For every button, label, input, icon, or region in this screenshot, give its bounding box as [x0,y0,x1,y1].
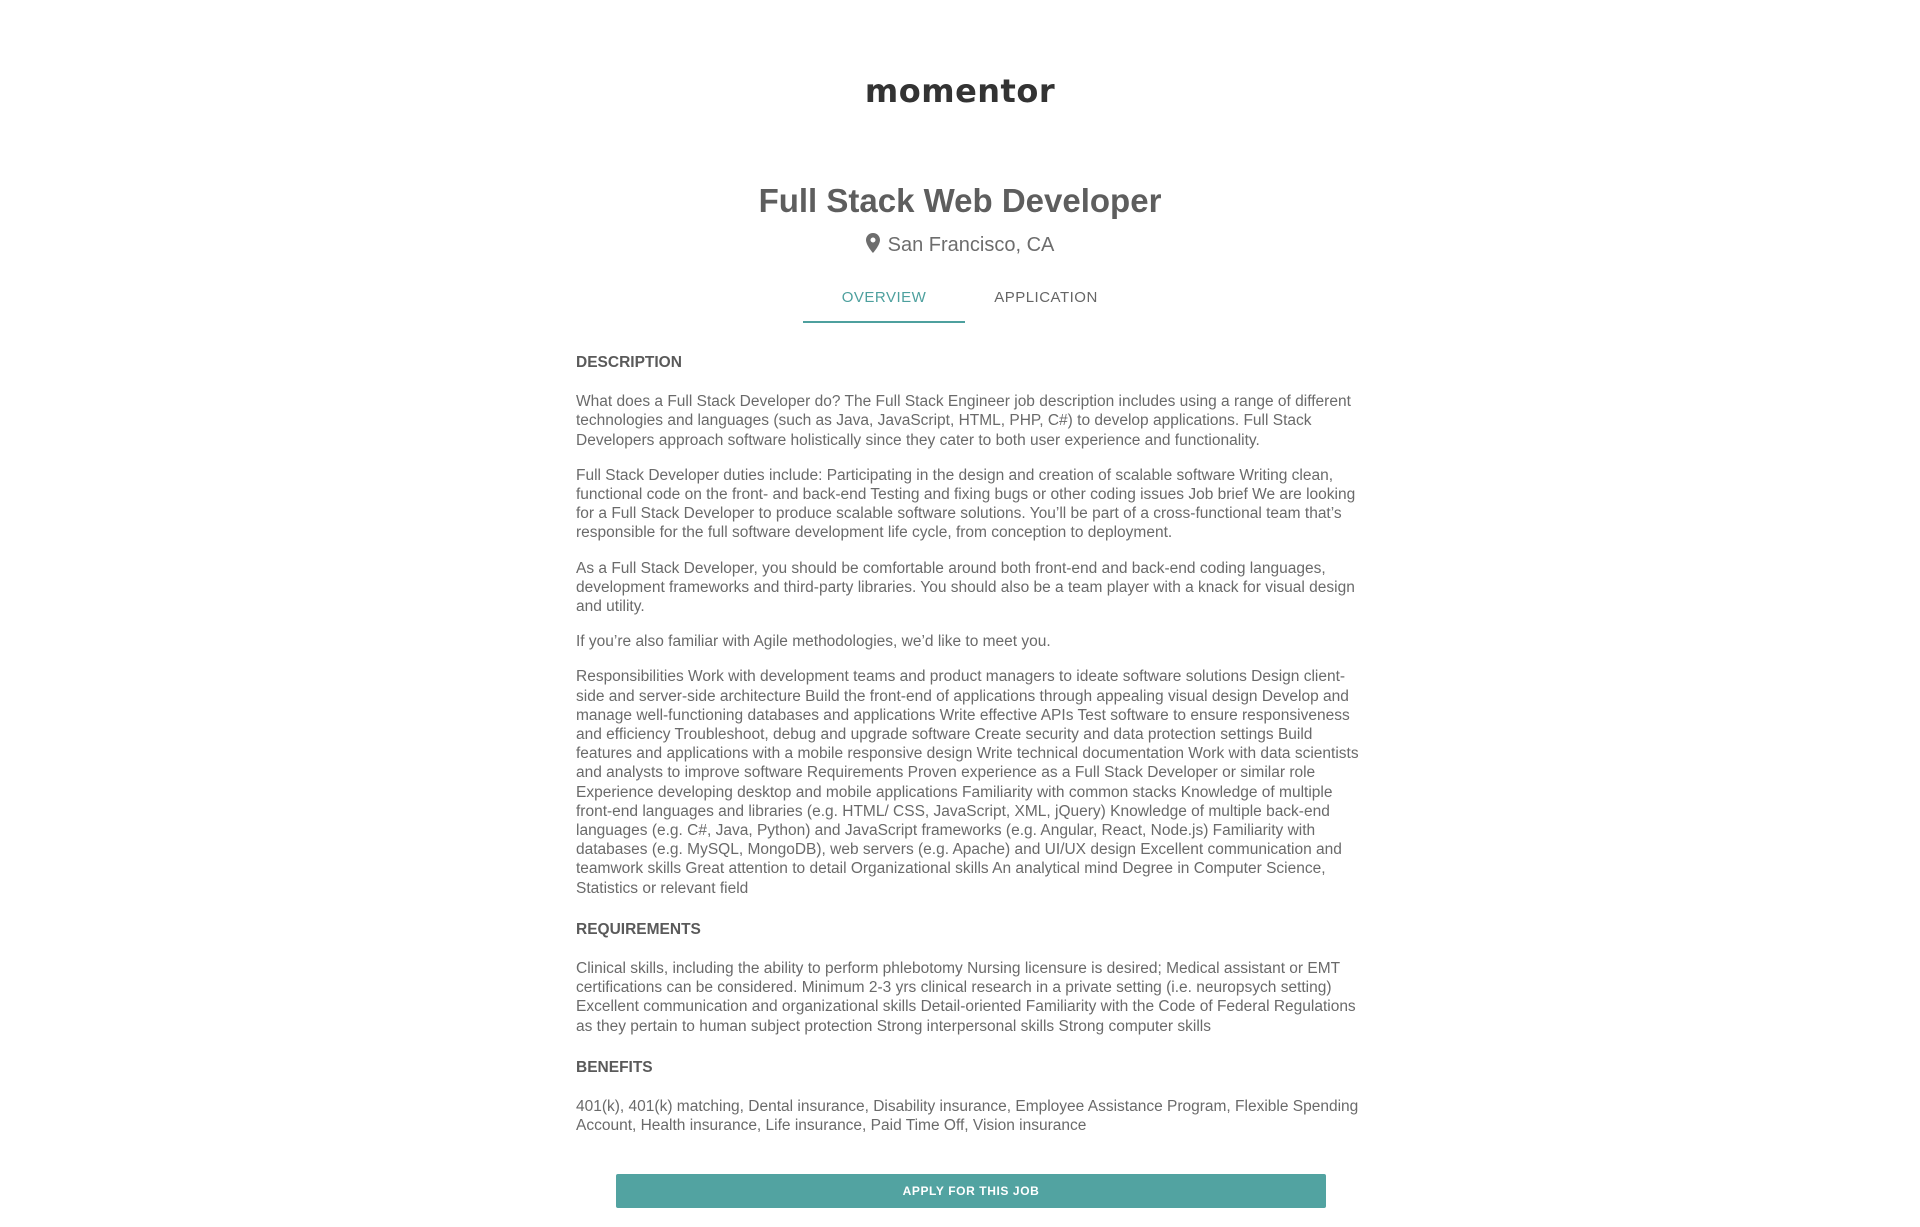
apply-button[interactable]: APPLY FOR THIS JOB [616,1174,1326,1208]
map-pin-icon [866,233,880,253]
job-location [0,233,1920,257]
job-content [576,353,1366,1158]
description-paragraph: Responsibilities Work with development teams and product managers to ideate software solutions Design client-side and server-side architecture Build the front-end of applications through appealing visual design Develop and manage well-functioning databases and applications Write effective APIs Test software to ensure responsiveness and efficiency Troubleshoot, debug and upgrade software Create security and data protection settings Build features and applications with a mobile responsive design Write technical documentation Work with data scientists and analysts to improve software Requirements Proven experience as a Full Stack Developer or similar role Experience developing desktop and mobile applications Familiarity with common stacks Knowledge of multiple front-end languages and libraries (e.g. HTML/ CSS, JavaScript, XML, jQuery) Knowledge of multiple back-end languages (e.g. C#, Java, Python) and JavaScript frameworks (e.g. Angular, React, Node.js) Familiarity with databases (e.g. MySQL, MongoDB), web servers (e.g. Apache) and UI/UX design Excellent communication and teamwork skills Great attention to detail Organizational skills An analytical mind Degree in Computer Science, Statistics or relevant field [576,668,1359,897]
company-logo[interactable]: momentor [864,72,1056,110]
benefits-heading: BENEFITS [576,1058,653,1076]
benefits-section [576,1058,1366,1136]
tab-application[interactable]: APPLICATION [994,289,1098,306]
description-paragraph: What does a Full Stack Developer do? The Full Stack Engineer job description includes using a range of different technologies and languages (such as Java, JavaScript, HTML, PHP, C#) to develop applications. Full Stack Developers approach software holistically since they cater to both user experience and functionality. [576,393,1351,449]
tab-bar [803,282,1127,321]
header [0,72,1920,110]
description-paragraph: If you’re also familiar with Agile methodologies, we’d like to meet you. [576,633,1051,651]
tab-overview[interactable]: OVERVIEW [803,282,965,323]
description-paragraph: Full Stack Developer duties include: Participating in the design and creation of scalable software Writing clean, functional code on the front- and back-end Testing and fixing bugs or other coding issues Job brief We are looking for a Full Stack Developer to produce scalable software solutions. You’ll be part of a cross-functional team that’s responsible for the full software development life cycle, from conception to deployment. [576,466,1356,542]
requirements-paragraph: Clinical skills, including the ability to perform phlebotomy Nursing licensure is desired; Medical assistant or EMT certifications can be considered. Minimum 2-3 yrs clinical research in a private setting (i.e. neuropsych setting) Excellent communication and organizational skills Detail-oriented Familiarity with the Code of Federal Regulations as they pertain to human subject protection Strong interpersonal skills Strong computer skills [576,960,1356,1035]
location-text: San Francisco, CA [887,234,1055,256]
benefits-paragraph: 401(k), 401(k) matching, Dental insurance, Disability insurance, Employee Assistance Program, Flexible Spending Account, Health insurance, Life insurance, Paid Time Off, Vision insurance [576,1098,1359,1135]
requirements-section [576,920,1366,1036]
job-title: Full Stack Web Developer [758,182,1162,219]
requirements-heading: REQUIREMENTS [576,920,701,938]
description-paragraph: As a Full Stack Developer, you should be comfortable around both front-end and back-end coding languages, development frameworks and third-party libraries. You should also be a team player with a knack for visual design and utility. [576,559,1355,616]
description-heading: DESCRIPTION [576,354,682,371]
description-section [576,353,1366,898]
